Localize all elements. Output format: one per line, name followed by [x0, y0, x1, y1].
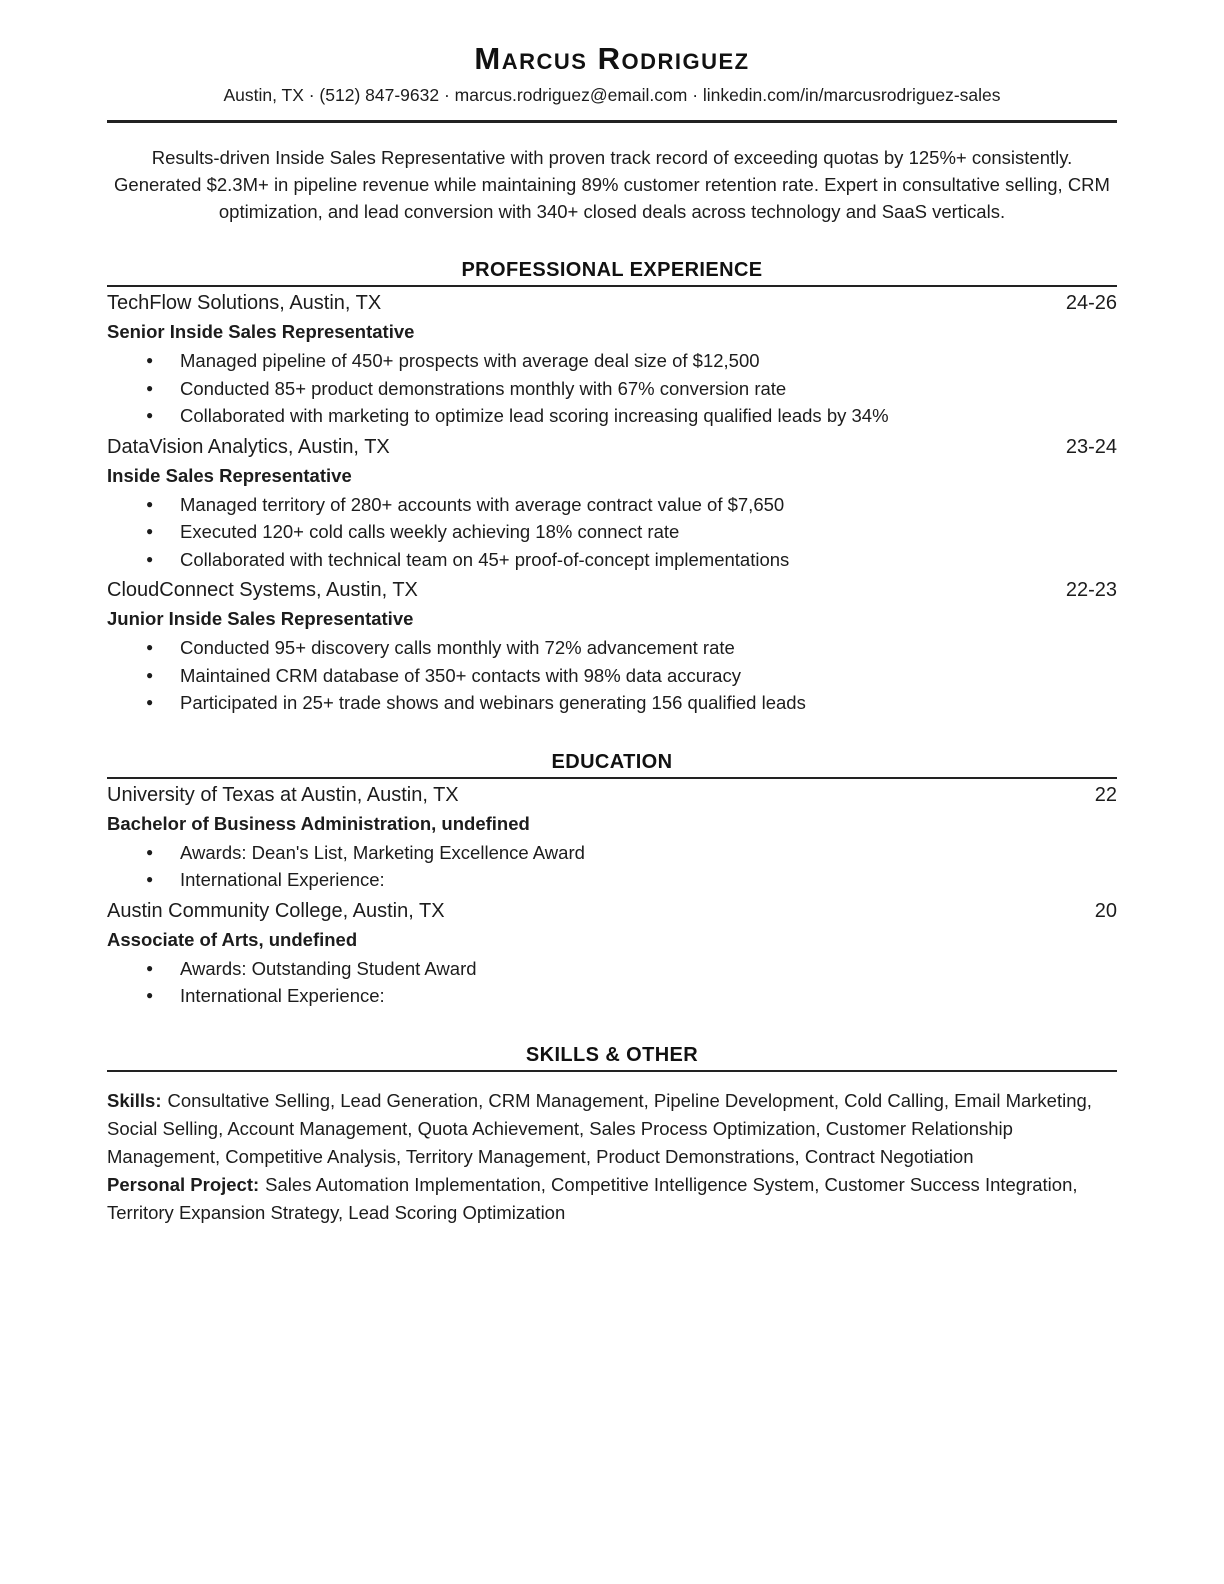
skills-line	[107, 1087, 1117, 1171]
personal-project-text: Sales Automation Implementation, Competitive Intelligence System, Customer Success Integration, Territory Expansion Strategy, Lead Scoring Optimization	[107, 1173, 1078, 1223]
bullet-item: ● Managed pipeline of 450+ prospects with average deal size of $12,500	[180, 347, 1117, 375]
bullet-item: ● Conducted 85+ product demonstrations monthly with 67% conversion rate	[180, 375, 1117, 403]
resume-name: Marcus Rodriguez	[474, 41, 750, 76]
experience-entry	[107, 288, 1117, 430]
bullet-item: ● International Experience:	[180, 982, 1117, 1010]
entry-org: CloudConnect Systems, Austin, TX	[107, 579, 418, 601]
section-divider	[107, 1070, 1117, 1072]
resume-page	[107, 0, 1117, 1227]
section-title-experience: PROFESSIONAL EXPERIENCE	[461, 259, 763, 281]
experience-entry	[107, 575, 1117, 717]
entry-header	[107, 780, 1117, 810]
entry-org: Austin Community College, Austin, TX	[107, 899, 445, 922]
entry-degree: Bachelor of Business Administration, undefined	[107, 812, 530, 834]
contact-line: Austin, TX · (512) 847-9632 · marcus.rodriguez@email.com · linkedin.com/in/marcusrodriguez-sales	[223, 85, 1001, 105]
skills-body	[107, 1087, 1117, 1227]
bullet-item: ● Awards: Dean's List, Marketing Excellence Award	[180, 839, 1117, 867]
entry-degree: Associate of Arts, undefined	[107, 928, 358, 950]
skills-text: Consultative Selling, Lead Generation, CRM Management, Pipeline Development, Cold Calling, Email Marketing, Social Selling, Account Management, Quota Achievement, Sales Process Optimization, Customer Relationship Management, Competitive Analysis, Territory Management, Product Demonstrations, Contract Negotiation	[107, 1089, 1092, 1167]
bullet-item: ● Maintained CRM database of 350+ contacts with 98% data accuracy	[180, 662, 1117, 690]
bullet-item: ● Collaborated with technical team on 45+ proof-of-concept implementations	[180, 546, 1117, 574]
entry-org: TechFlow Solutions, Austin, TX	[107, 292, 382, 314]
bullet-item: ● Conducted 95+ discovery calls monthly with 72% advancement rate	[180, 634, 1117, 662]
entry-dates: 24-26	[1065, 292, 1117, 314]
entry-header	[107, 575, 1117, 605]
summary-paragraph: Results-driven Inside Sales Representative with proven track record of exceeding quotas by 125%+ consistently. Generated $2.3M+ in pipeline revenue while maintaining 89% customer retention rate. Expert in consultative selling, CRM optimization, and lead conversion with 340+ closed deals across technology and SaaS verticals.	[114, 147, 1110, 222]
entry-dates: 23-24	[1065, 435, 1117, 458]
skills-label: Skills:	[107, 1089, 162, 1111]
entry-dates: 22-23	[1065, 579, 1117, 601]
education-entry	[107, 780, 1117, 894]
entry-org: University of Texas at Austin, Austin, TX	[107, 783, 459, 806]
entry-dates: 22	[1094, 783, 1117, 806]
entry-role: Senior Inside Sales Representative	[107, 321, 415, 342]
bullet-item: ● Participated in 25+ trade shows and webinars generating 156 qualified leads	[180, 689, 1117, 717]
entry-bullets	[107, 839, 1117, 894]
entry-bullets	[107, 491, 1117, 574]
section-divider	[107, 777, 1117, 779]
experience-entry	[107, 432, 1117, 574]
bullet-item: ● Collaborated with marketing to optimize lead scoring increasing qualified leads by 34%	[180, 402, 1117, 430]
entry-role: Inside Sales Representative	[107, 464, 352, 486]
section-education	[107, 750, 1117, 1010]
section-experience	[107, 258, 1117, 717]
entry-dates: 20	[1094, 899, 1117, 922]
entry-org: DataVision Analytics, Austin, TX	[107, 435, 390, 458]
header-divider	[107, 120, 1117, 123]
section-divider	[107, 285, 1117, 287]
bullet-item: ● International Experience:	[180, 866, 1117, 894]
entry-header	[107, 432, 1117, 462]
entry-bullets	[107, 347, 1117, 430]
personal-project-label: Personal Project:	[107, 1173, 260, 1195]
section-title-skills: SKILLS & OTHER	[525, 1043, 699, 1066]
personal-project-line	[107, 1171, 1117, 1227]
entry-header	[107, 288, 1117, 318]
education-entry	[107, 896, 1117, 1010]
bullet-item: ● Awards: Outstanding Student Award	[180, 955, 1117, 983]
section-skills	[107, 1043, 1117, 1227]
section-title-education: EDUCATION	[551, 750, 673, 773]
bullet-item: ● Managed territory of 280+ accounts with average contract value of $7,650	[180, 491, 1117, 519]
entry-bullets	[107, 634, 1117, 717]
entry-bullets	[107, 955, 1117, 1010]
entry-header	[107, 896, 1117, 926]
entry-role: Junior Inside Sales Representative	[107, 608, 414, 629]
bullet-item: ● Executed 120+ cold calls weekly achieving 18% connect rate	[180, 518, 1117, 546]
